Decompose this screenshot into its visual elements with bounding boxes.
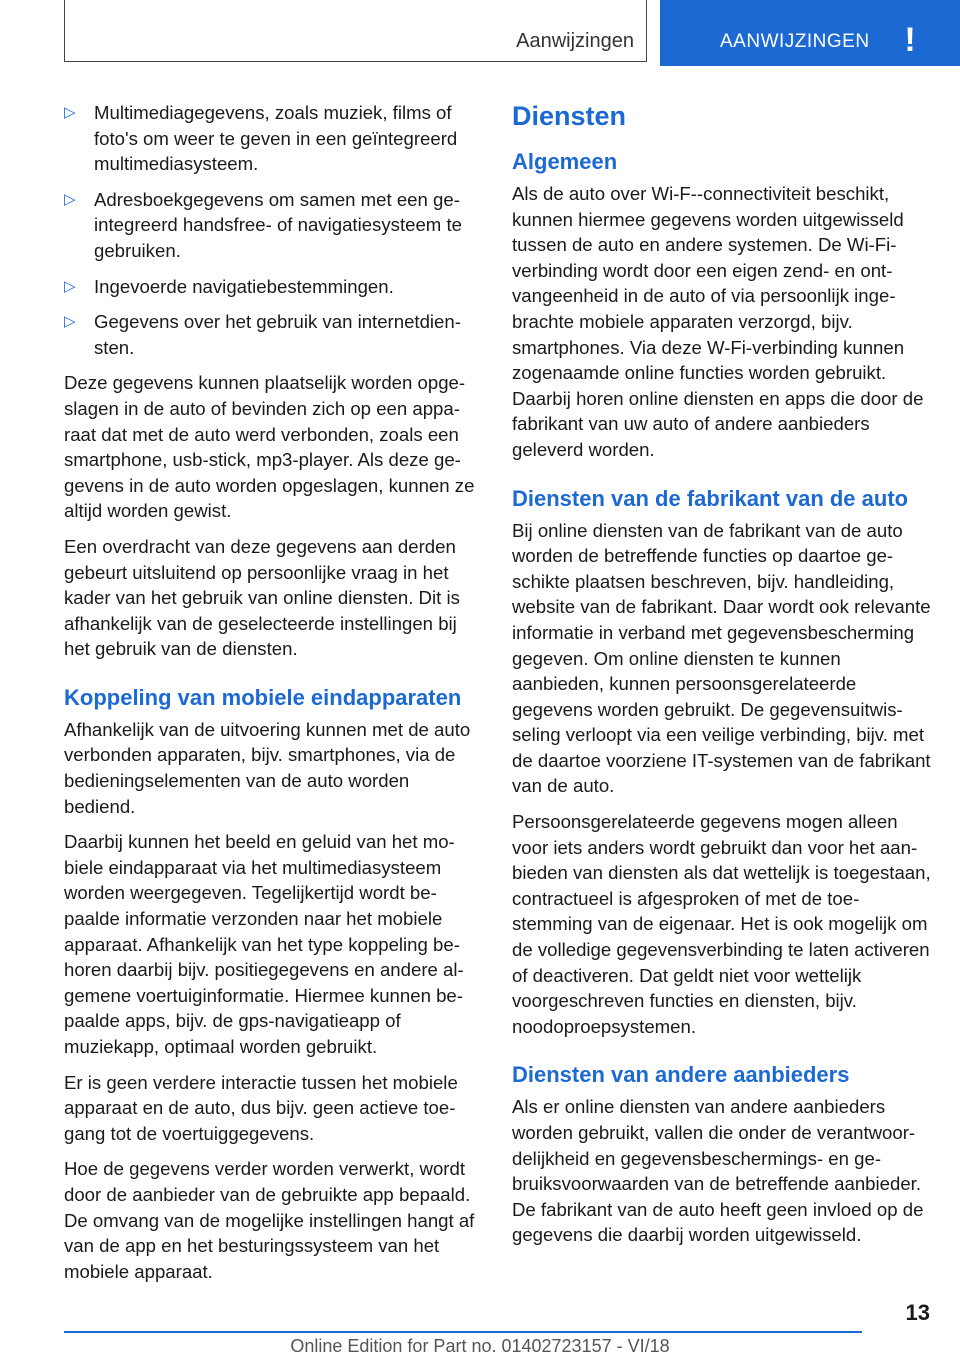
- paragraph: Als er online diensten van andere aanbieders worden gebruikt, vallen die onder de verantwoordelijkheid en gegevensbeschermings- en gebruiksvoorwaarden van de betreffende aanbieder. De fabrikant van de auto heeft geen invloed op de gegevens die daarbij worden uitgewisseld.: [512, 1096, 924, 1246]
- chapter-tab: [660, 0, 960, 66]
- warning-icon: !: [904, 21, 916, 59]
- paragraph: Er is geen verdere interactie tussen het mobiele apparaat en de auto, dus bijv. geen actieve toegang tot de voertuiggegevens.: [64, 1071, 458, 1144]
- section-heading-andere: Diensten van andere aanbieders: [512, 1062, 850, 1088]
- section-heading-fabrikant: Diensten van de fabrikant van de auto: [512, 485, 909, 511]
- page-header: [0, 0, 960, 66]
- triangle-bullet-icon: ▷: [64, 190, 76, 208]
- paragraph: Persoonsgerelateerde gegevens mogen alleen voor iets anders wordt gebruikt dan voor het aanbieden van diensten als dat wettelijk is toegestaan, contractueel is afgesproken of met de toestemming van de eigenaar. Het is ook mogelijk om de volledige gegevensverbinding te laten activeren of deactiveren. Dat geldt niet voor wettelijk voorgeschreven functies en diensten, bijv. noodoproepsystemen.: [512, 811, 931, 1037]
- footer-divider: [64, 1331, 862, 1333]
- triangle-bullet-icon: ▷: [64, 104, 76, 121]
- edition-footer: Online Edition for Part no. 01402723157 - VI/18: [290, 1336, 670, 1356]
- paragraph: Afhankelijk van de uitvoering kunnen met de auto verbonden apparaten, bijv. smartphones, via de bedieningselementen van de auto worden bediend.: [64, 718, 471, 817]
- list-item: ▷ Multimediagegevens, zoals muziek, films of foto's om weer te geven in een geïntegreerd multimediasysteem.: [64, 102, 458, 175]
- paragraph: Als de auto over Wi-F--connectiviteit beschikt, kunnen hiermee gegevens worden uitgewisseld tussen de auto en andere systemen. De Wi-Fi-verbinding wordt door een eigen zend- en ontvangeenheid in de auto of via persoonlijk ingebrachte mobiele apparaten verzorgd, bijv. smartphones. Via deze W-Fi-verbinding kunnen zogenaamde online functies worden gebruikt. Daarbij horen online diensten en apps die door de fabrikant van uw auto of andere aanbieders geleverd worden.: [512, 183, 924, 460]
- paragraph: Deze gegevens kunnen plaatselijk worden opgeslagen in de auto of bevinden zich op een apparaat dat met de auto werd verbonden, zoals een smartphone, usb-stick, mp3-player. Als deze gegevens in de auto worden opgeslagen, kunnen ze altijd worden gewist.: [64, 372, 475, 522]
- list-item: ▷ Ingevoerde navigatiebestemmingen.: [64, 274, 479, 300]
- chapter-label: AANWIJZINGEN: [720, 31, 870, 52]
- paragraph: Bij online diensten van de fabrikant van de auto worden de betreffende functies op daartoe geschikte plaatsen beschreven, bijv. handleiding, website van de fabrikant. Daar wordt ook relevante informatie in verband met gegevensbescherming gegeven. Om online diensten te kunnen aanbieden, kunnen persoonsgerelateerde gegevens worden gebruikt. De gegevensuitwisseling verloopt via een veilige verbinding, bijv. met de daartoe voorziene IT-systemen van de fabrikant van de auto.: [512, 519, 931, 797]
- page-title: Diensten: [512, 101, 627, 131]
- page-number: 13: [905, 1300, 930, 1325]
- section-heading-algemeen: Algemeen: [512, 149, 618, 174]
- triangle-bullet-icon: ▷: [64, 277, 76, 295]
- section-heading-koppeling: Koppeling van mobiele eindapparaten: [64, 684, 462, 710]
- list-item: ▷ Gegevens over het gebruik van internetdiensten.: [64, 311, 461, 358]
- right-column: [512, 100, 932, 1258]
- paragraph: Een overdracht van deze gegevens aan derden gebeurt uitsluitend op persoonlijke vraag in het kader van het gebruik van online diensten. Dit is afhankelijk van de geselecteerde instellingen bij het gebruik van de diensten.: [64, 535, 460, 660]
- header-frame: [64, 0, 647, 62]
- triangle-bullet-icon: ▷: [64, 313, 76, 331]
- list-item: ▷ Adresboekgegevens om samen met een geintegreerd handsfree- of navigatiesysteem te gebruiken.: [64, 188, 462, 261]
- paragraph: Daarbij kunnen het beeld en geluid van het mobiele eindapparaat via het multimediasysteem worden weergegeven. Tegelijkertijd wordt bepaalde informatie verzonden naar het mobiele apparaat. Afhankelijk van het type koppeling behoren daarbij bijv. positiegegevens en andere algemene voertuiginformatie. Hiermee kunnen bepaalde apps, bijv. de gps-navigatieapp of muziekapp, optimaal worden gebruikt.: [64, 831, 464, 1057]
- paragraph: Hoe de gegevens verder worden verwerkt, wordt door de aanbieder van de gebruikte app bepaald. De omvang van de mogelijke instellingen hangt af van de app en het besturingssysteem van het mobiele apparaat.: [64, 1158, 475, 1282]
- section-label: Aanwijzingen: [516, 30, 634, 52]
- left-column: [64, 100, 479, 1294]
